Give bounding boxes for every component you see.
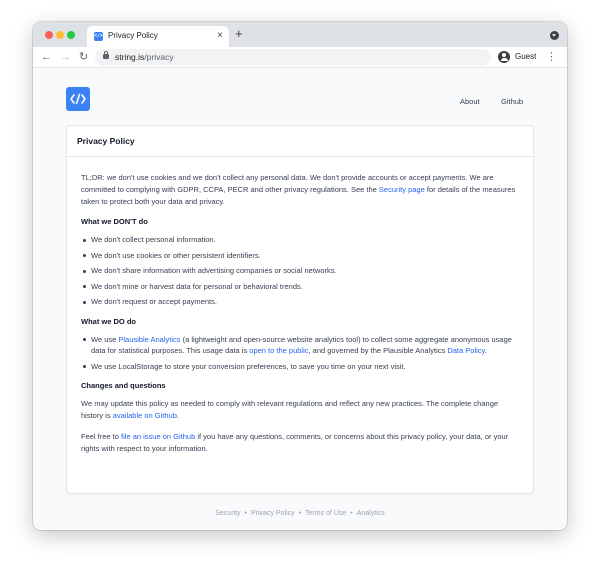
changes-text: We may update this policy as needed to comply with relevant regulations and reflect any new practices. The complete change history is [81,399,499,420]
tab-title: Privacy Policy [108,31,158,40]
footer-separator: • [244,510,247,517]
site-logo[interactable] [66,87,90,111]
changes-paragraph [81,398,519,422]
footer-terms-link[interactable]: Terms of Use [305,510,347,517]
open-to-public-link[interactable]: open to the public [249,346,309,355]
new-tab-button[interactable]: + [235,26,243,41]
do-item-text: , and governed by the Plausible Analytics [308,346,448,355]
browser-window [33,22,567,530]
do-heading: What we DO do [81,316,136,326]
minimize-window-button[interactable] [56,31,64,39]
lock-icon[interactable] [103,54,109,59]
changes-heading: Changes and questions [81,381,166,390]
close-window-button[interactable] [45,31,53,39]
url-path: /privacy [144,52,174,62]
list-item: We don't mine or harvest data for personal or behavioral trends. [91,281,519,293]
footer-separator: • [298,510,302,517]
browser-tab[interactable] [87,26,229,47]
dont-heading: What we DON'T do [81,217,148,226]
footer-security-link[interactable]: Security [215,510,241,517]
changes-text-end: . [176,411,179,420]
intro-text: TL;DR: we don't use cookies and we don't collect any personal data. We don't provide accounts or accept payments. We are committed to complying with GDPR, CCPA, PECR and other privacy regulations. See the [81,173,494,194]
dont-list [81,234,519,308]
list-item [91,334,519,357]
favicon-icon: </> [94,33,104,39]
contact-paragraph [81,431,519,455]
do-item-text: . [484,346,487,355]
card-title: Privacy Policy [67,126,533,157]
security-page-link[interactable]: Security page [378,185,425,194]
do-item-text: (a lightweight and open-source website analytics tool) to collect some aggregate anonymous usage data for statistical purposes. This usage data is [91,334,512,355]
file-issue-link[interactable]: file an issue on Github [121,432,196,441]
list-item: We don't use cookies or other persistent identifiers. [91,250,519,262]
list-item: We don't collect personal information. [91,234,519,246]
plausible-analytics-link[interactable]: Plausible Analytics [118,334,181,344]
data-policy-link[interactable]: Data Policy [447,346,485,355]
nav-github-link[interactable]: Github [501,97,524,106]
contact-text: Feel free to [81,432,122,441]
do-item-text: We use [91,334,119,344]
reload-button[interactable]: ↻ [79,51,89,63]
more-options-icon[interactable]: ⋮ [546,51,557,63]
card-body [67,157,533,455]
privacy-card [66,125,534,494]
forward-button[interactable]: → [60,51,71,63]
avatar-icon [498,51,510,63]
available-on-github-link[interactable]: available on Github [112,411,177,420]
browser-toolbar [33,47,567,68]
maximize-window-button[interactable] [67,31,75,39]
tab-close-icon[interactable]: × [217,30,223,41]
footer-analytics-link[interactable]: Analytics [356,510,385,517]
list-item: We use LocalStorage to store your conversion preferences, to save you time on your next visit. [91,361,519,373]
url-host: string.is [115,52,145,62]
contact-text-end: if you have any questions, comments, or concerns about this privacy policy, your data, or your rights with respect to your information. [81,432,509,453]
code-icon [70,93,86,105]
intro-text-end: for details of the measures taken to protect both your data and privacy. [81,185,516,206]
footer [33,510,567,517]
profile-label: Guest [515,52,537,61]
url-text[interactable] [115,52,174,62]
back-button[interactable]: ← [41,51,52,63]
profile-button[interactable] [496,49,544,66]
list-item: We don't request or accept payments. [91,296,519,308]
address-bar[interactable] [95,49,491,66]
footer-separator: • [350,510,353,517]
tab-search-icon[interactable] [550,31,559,40]
page-content [33,68,567,530]
footer-privacy-link[interactable]: Privacy Policy [251,510,295,517]
list-item: We don't share information with advertising companies or social networks. [91,265,519,277]
nav-about-link[interactable]: About [460,97,480,106]
do-list [81,334,519,373]
intro-paragraph [81,172,519,208]
tab-strip [33,22,567,47]
